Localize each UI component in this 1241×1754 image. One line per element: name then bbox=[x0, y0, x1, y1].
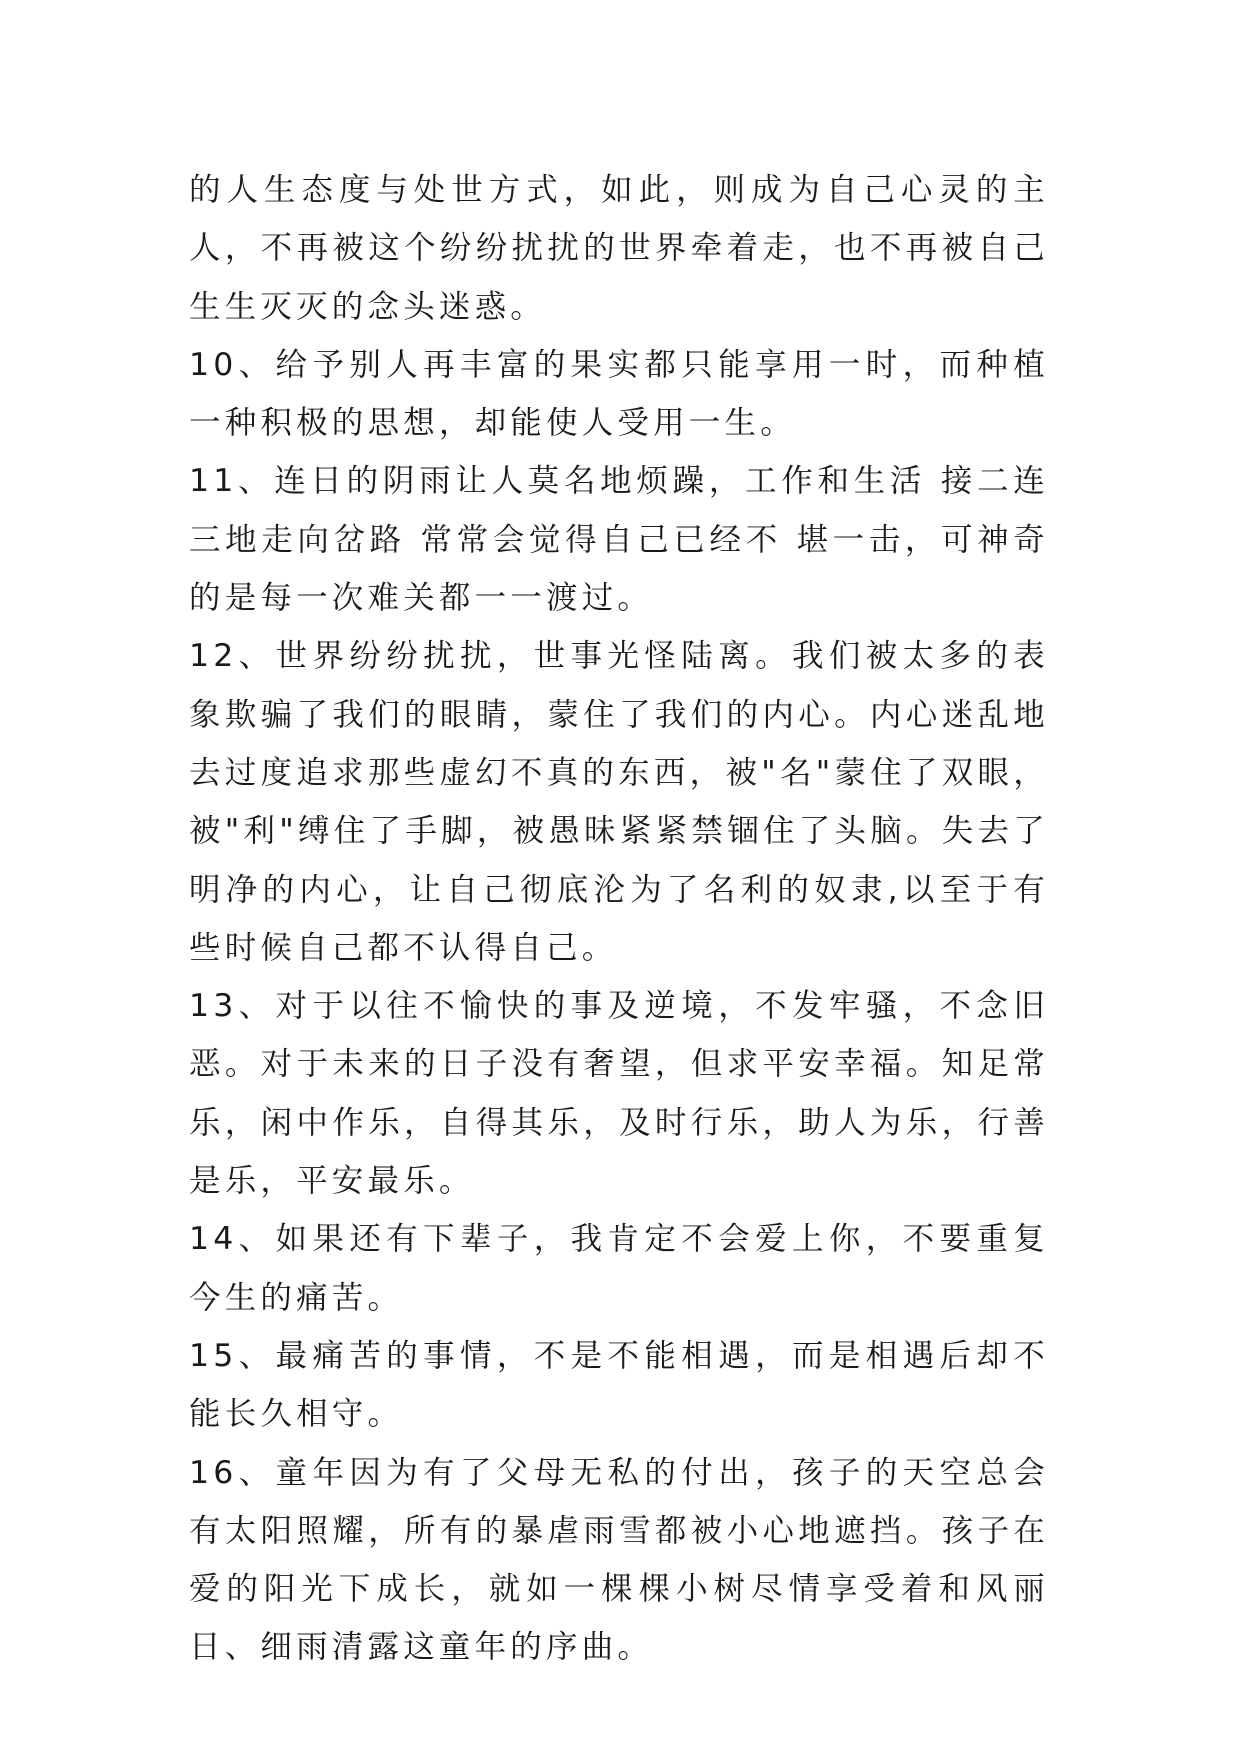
quote-item-12: 12、世界纷纷扰扰，世事光怪陆离。我们被太多的表象欺骗了我们的眼睛，蒙住了我们的内心。内心迷乱地去过度追求那些虚幻不真的东西，被"名"蒙住了双眼，被"利"缚住了手脚，被愚昧紧紧禁锢住了头脑。失去了明净的内心，让自己彻底沦为了名利的奴隶,以至于有些时候自己都不认得自己。 bbox=[189, 638, 1049, 966]
quote-item-14: 14、如果还有下辈子，我肯定不会爱上你，不要重复今生的痛苦。 bbox=[189, 1221, 1049, 1316]
quote-item-10: 10、给予别人再丰富的果实都只能享用一时，而种植一种积极的思想，却能使人受用一生。 bbox=[189, 346, 1049, 442]
paragraph-continuation: 的人生态度与处世方式，如此，则成为自己心灵的主人，不再被这个纷纷扰扰的世界牵着走，也不再被自己生生灭灭的念头迷惑。 bbox=[189, 172, 1049, 325]
quote-item-15: 15、最痛苦的事情，不是不能相遇，而是相遇后却不能长久相守。 bbox=[189, 1337, 1049, 1433]
quote-item-13: 13、对于以往不愉快的事及逆境，不发牢骚，不念旧恶。对于未来的日子没有奢望，但求平安幸福。知足常乐，闲中作乐，自得其乐，及时行乐，助人为乐，行善是乐，平安最乐。 bbox=[189, 988, 1049, 1200]
quote-item-16: 16、童年因为有了父母无私的付出，孩子的天空总会有太阳照耀，所有的暴虐雨雪都被小心地遮挡。孩子在爱的阳光下成长，就如一棵棵小树尽情享受着和风丽日、细雨清露这童年的序曲。 bbox=[189, 1454, 1049, 1666]
quote-item-11: 11、连日的阴雨让人莫名地烦躁，工作和生活 接二连三地走向岔路 常常会觉得自己已经不 堪一击，可神奇的是每一次难关都一一渡过。 bbox=[189, 463, 1049, 617]
document-body bbox=[189, 161, 1049, 1677]
